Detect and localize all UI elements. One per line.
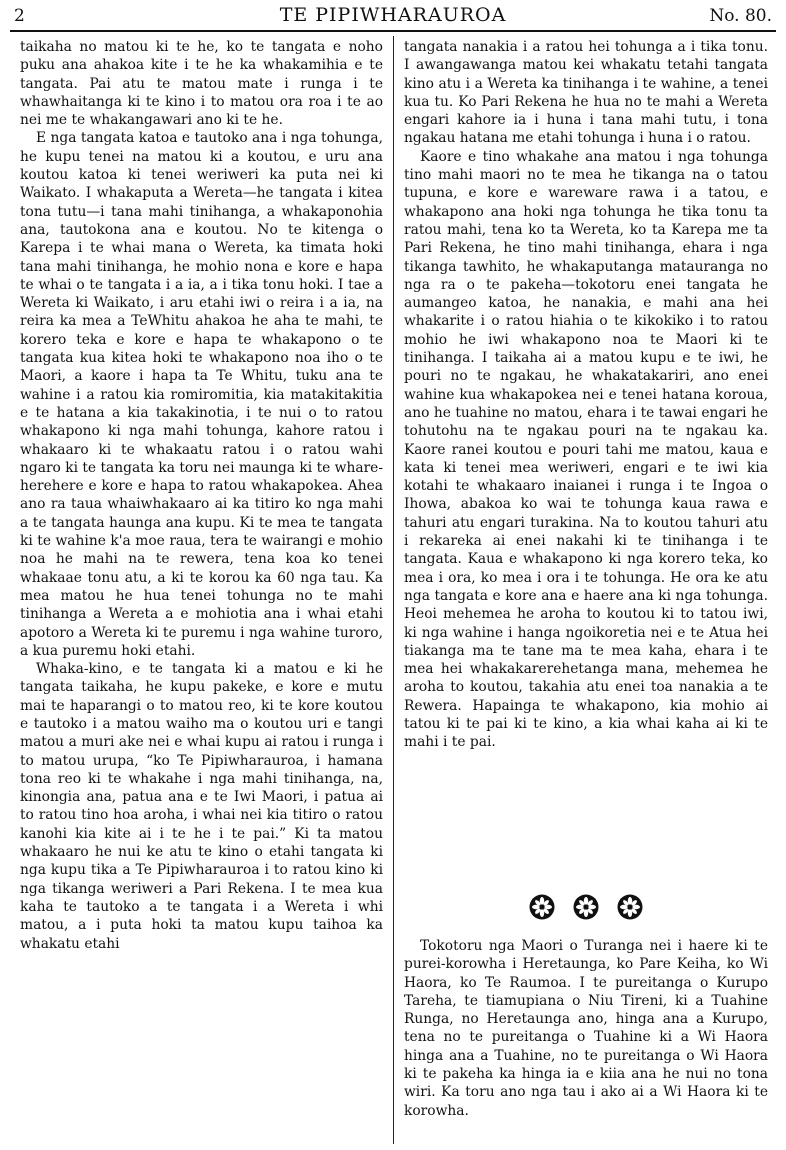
flower-ornament-icon	[572, 893, 600, 921]
article-paragraph: taikaha no matou ki te he, ko te tangata e noho puku ana ahakoa kite i te he ka whakamihia e te tangata. Pai atu te matou mate i runga i te whawhaitanga ki te kino i to matou ora roa i te ao nei me te whakangawari ano ki te he.	[20, 39, 383, 129]
golf-notice	[404, 937, 768, 1120]
article-paragraph: Whaka-kino, e te tangata ki a matou e ki he tangata taikaha, he kupu pakeke, e kore e mutu mai te haparangi o to matou reo, ki te kore koutou e tautoko i a matou waiho ma o koutou uri e tangi matou a muri ake nei e whai kupu ai ratou i runga i to matou urupa, “ko Te Pipiwharauroa, i hamana tona reo ki te whakahe i nga mahi tinihanga, na, kinongia ana, patua ana e te Iwi Maori, i patua ai to ratou tino hoa aroha, i whai nei kia titiro o ratou kanohi kia kite ai i te he i te pai.” Ki ta matou whakaaro he nui ke atu te kino o etahi tangata ki nga kupu tika a Te Pipiwharauroa i to ratou kino ki nga tikanga weriweri a Pari Rekena. I te mea kua kaha te tautoko a te tangata i a Wereta i whi matou, a i puta hoki ta matou kupu taihoa ka whakatu etahi	[20, 661, 383, 952]
article-paragraph: E nga tangata katoa e tautoko ana i nga tohunga, he kupu tenei na matou ki a koutou, e uru ana koutou katoa ki tenei weriweri ka puta nei ki Waikato. I whakaputa a Wereta—he tangata i kitea tona tutu—i tana mahi tinihanga, a whakaponohia ana, tautokona ana e koutou. No te kitenga o Karepa i te whai mana o Wereta, ka timata hoki tana mahi tinihanga, he mohio nona e kore e hapa te whai o te tangata i a ia, a i tika tonu hoki. I tae a Wereta ki Waikato, i aru etahi iwi o reira i a ia, na reira ka mea a TeWhitu ahakoa he aha te mahi, te korero teka e kore e hapa te whakapono o te tangata kua kitea hoki te whakapono noa iho o te Maori, a kaore i hapa ta Te Whitu, tuku ana te wahine i a ratou kia romiromitia, kia matakitakitia e te hatana a kia takakinotia, i te nui o to ratou whakapono ki nga mahi tohunga, kahore ratou i whakaaro ki te whakaatu ratou i o ratou wahi ngaro ki te tangata ka toru nei maunga ki te whare-herehere e kore e hapa to ratou whakapokea. Ahea ano ra taua whaiwhakaaro ai ka titiro ko nga mahi a te tangata haunga ana kupu. Ki te mea te tangata ki te wahine k'a moe raua, tera te wairangi e mohio noa he mahi na te rewera, tena koa ko tenei whakaae tonu atu, a ki te korou ka 60 nga tau. Ka mea matou he hua tenei tohunga no te mahi tinihanga a Wereta a e mohiotia ana i whai etahi apotoro a Wereta ki te puremu i nga wahine turoro, a kua puremu hoki etahi.	[20, 130, 384, 659]
issue-number: No. 80.	[709, 6, 772, 26]
ornament-divider	[404, 893, 768, 927]
article-paragraph: Kaore e tino whakahe ana matou i nga tohunga tino mahi maori no te mea he tikanga na o tatou tupuna, e kore e wareware rawa i a tatou, e whakapono ana hoki nga tohunga he tika tonu ta ratou mahi, tena ko ta Wereta, ko ta Karepa me ta Pari Rekena, he tino mahi tinihanga, ehara i nga tikanga tawhito, he whakaputanga matauranga no nga ra o te pakeha—tokotoru enei tangata he aumangeo katoa, he nanakia, e mahi ana hei whakarite i o ratou hiahia o te kikokiko i to ratou mohio he iwi whakapono noa te Maori ki te tinihanga. I taikaha ai a matou kupu e te iwi, he pouri no te ngakau, he whakatakariri, ano enei wahine kua whakapokea nei e tenei hatana koroua, ano he tuahine no matou, ehara i te tawai engari he tohutohu na te ngakau pouri na te ngakau ka. Kaore ranei koutou e pouri tahi me matou, kaua e kata ki tenei mea weriweri, engari e te iwi kia kotahi te whakaaro inaianei i runga i te Ingoa o Ihowa, abakoa ko wai te tohunga kaua rawa e tahuri atu engari turakina. Na to koutou tahuri atu i rekareka ai enei nakahi ki te tinihanga i te tangata. Kaua e whakapono ki nga korero teka, ko mea i ora, ko mea i ora i te tohunga. He ora ke atu nga tangata e kore ana e haere ana ki nga tohunga. Heoi mehemea he aroha to koutou ki to tatou iwi, ki nga wahine i hanga ngoikoretia nei e te Atua hei tiakanga ma te tane ma te mea kaha, ehara i te mea hei whakakarerehetanga mana, mehemea he aroha to koutou, takahia atu enei toa nanakia a te Rewera. Hapainga te whakapono, kia mohio ai tatou ki te pai ki te kino, a kia whai kaha ai ki te mahi i te pai.	[404, 148, 768, 751]
column-divider	[393, 36, 394, 1144]
header-rule	[10, 30, 776, 32]
notice-paragraph: Tokotoru nga Maori o Turanga nei i haere ki te purei-korowha i Heretaunga, ko Pare Keiha, ko Wi Haora, ko Te Raumoa. I te pureitanga o Kurupo Tareha, te tiamupiana o Niu Tireni, ki a Tuahine Runga, no Heretaunga ano, hinga ana a Kurupo, tena no te pureitanga o Tuahine ki a Wi Haora hinga ana a Tuahine, no te pureitanga o Wi Haora ki te pakeha ka hinga ia e kiia ana he nui no tona wiri. Ka toru ano nga tau i ako ai a Wi Haora ki te korowha.	[404, 938, 768, 1119]
flower-ornament-icon	[616, 893, 644, 921]
left-column	[20, 38, 383, 953]
page-header	[0, 0, 786, 34]
flower-ornament-icon	[528, 893, 556, 921]
newspaper-title: TE PIPIWHARAUROA	[279, 4, 507, 26]
right-column	[404, 38, 768, 752]
page-number: 2	[14, 6, 25, 26]
article-paragraph: tangata nanakia i a ratou hei tohunga a i tika tonu. I awangawanga matou kei whakatu tetahi tangata kino atu i a Wereta ka tinihanga i te wahine, a tenei kua tu. Ko Pari Rekena he hua no te mahi a Wereta engari kahore ia i huna i tana mahi tutu, i tona ngakau hatana me etahi tohunga i huna i o ratou.	[404, 39, 768, 147]
